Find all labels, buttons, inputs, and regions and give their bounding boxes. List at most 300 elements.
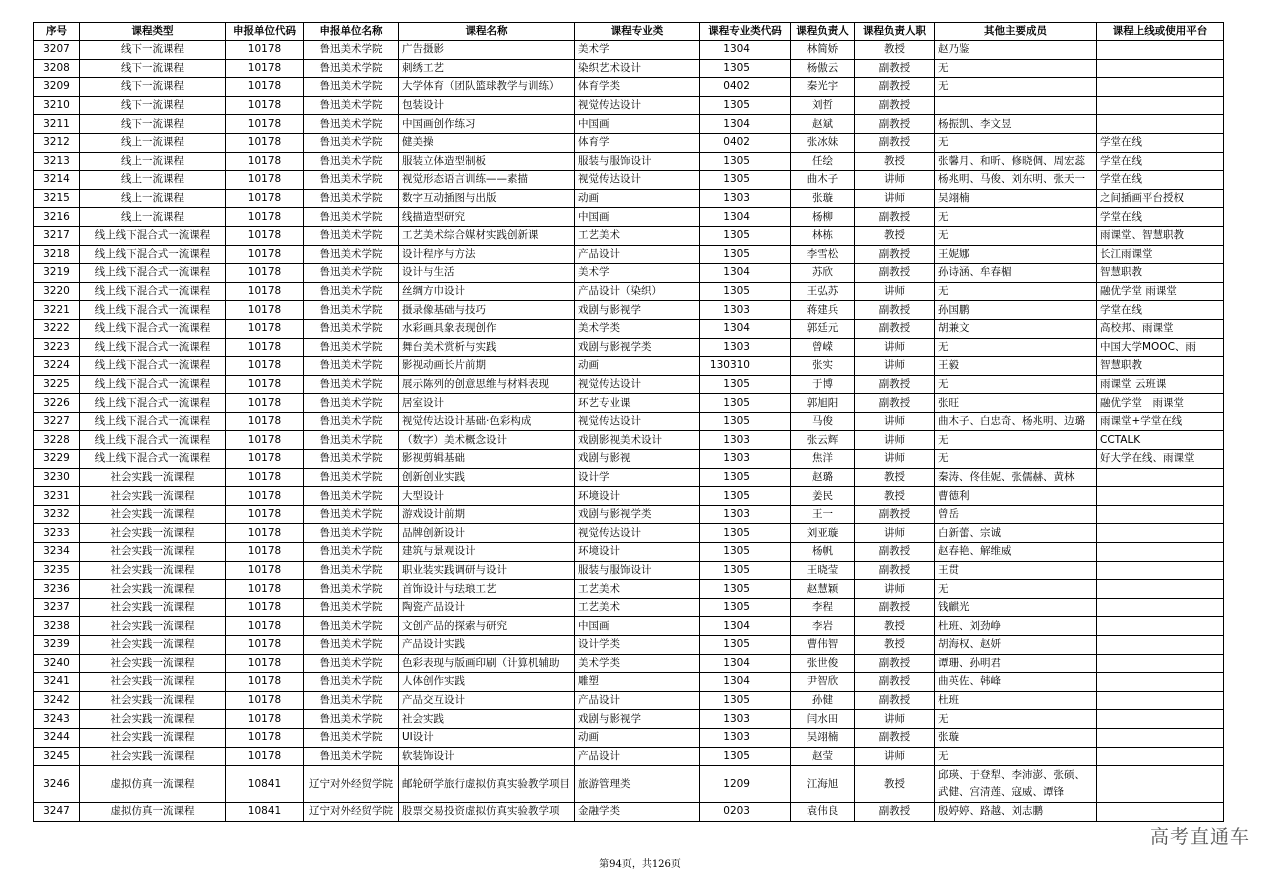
cell-platform: 学堂在线 [1097,133,1224,152]
cell-major-code: 1304 [700,41,791,60]
cell-major-code: 1305 [700,468,791,487]
table-row [34,226,1224,245]
cell-members: 谭珊、孙明君 [935,654,1097,673]
cell-leader-title: 副教授 [855,245,935,264]
cell-unit-code: 10178 [226,59,304,78]
header-unit-code: 申报单位代码 [226,23,304,41]
cell-members: 胡兼文 [935,319,1097,338]
cell-platform [1097,59,1224,78]
cell-major-class: 美术学 [575,264,700,283]
cell-platform: 智慧职教 [1097,264,1224,283]
cell-platform: 学堂在线 [1097,152,1224,171]
cell-leader: 尹智欣 [791,673,855,692]
cell-members: 王妮娜 [935,245,1097,264]
cell-unit-code: 10178 [226,412,304,431]
cell-course-name: 设计与生活 [399,264,575,283]
cell-major-class: 动画 [575,189,700,208]
cell-major-code: 130310 [700,357,791,376]
cell-unit-code: 10178 [226,468,304,487]
cell-major-code: 1304 [700,673,791,692]
cell-unit-name: 鲁迅美术学院 [304,728,399,747]
table-row [34,171,1224,190]
cell-course-name: 服装立体造型制板 [399,152,575,171]
cell-members: 孙诗涵、牟春楣 [935,264,1097,283]
cell-members: 曲木子、白忠奇、杨兆明、边璐 [935,412,1097,431]
cell-leader-title: 副教授 [855,59,935,78]
header-members: 其他主要成员 [935,23,1097,41]
cell-unit-name: 鲁迅美术学院 [304,487,399,506]
cell-unit-name: 鲁迅美术学院 [304,431,399,450]
cell-leader: 杨傲云 [791,59,855,78]
cell-index: 3210 [34,96,80,115]
cell-index: 3235 [34,561,80,580]
cell-leader-title: 副教授 [855,115,935,134]
cell-platform [1097,580,1224,599]
cell-index: 3242 [34,691,80,710]
cell-course-type: 社会实践一流课程 [80,636,226,655]
cell-major-class: 产品设计 [575,691,700,710]
cell-major-code: 1305 [700,152,791,171]
cell-index: 3231 [34,487,80,506]
cell-leader-title: 副教授 [855,803,935,822]
cell-platform [1097,468,1224,487]
table-row [34,747,1224,766]
cell-leader-title: 教授 [855,766,935,803]
cell-course-name: 邮轮研学旅行虚拟仿真实验教学项目 [399,766,575,803]
cell-course-name: 刺绣工艺 [399,59,575,78]
cell-index: 3246 [34,766,80,803]
cell-index: 3212 [34,133,80,152]
cell-major-class: 环境设计 [575,487,700,506]
cell-leader: 王晓莹 [791,561,855,580]
cell-unit-name: 鲁迅美术学院 [304,301,399,320]
cell-index: 3236 [34,580,80,599]
cell-members: 张璇 [935,728,1097,747]
cell-unit-name: 鲁迅美术学院 [304,710,399,729]
cell-leader: 闫水田 [791,710,855,729]
cell-major-code: 1304 [700,654,791,673]
cell-platform [1097,728,1224,747]
cell-major-code: 1303 [700,710,791,729]
cell-course-name: 大学体育（团队篮球教学与训练） [399,78,575,97]
cell-course-name: 产品交互设计 [399,691,575,710]
header-index: 序号 [34,23,80,41]
header-platform: 课程上线或使用平台 [1097,23,1224,41]
cell-leader-title: 教授 [855,468,935,487]
cell-course-name: 丝绸方巾设计 [399,282,575,301]
cell-course-name: 居室设计 [399,394,575,413]
cell-unit-code: 10178 [226,152,304,171]
cell-unit-name: 鲁迅美术学院 [304,450,399,469]
cell-index: 3227 [34,412,80,431]
cell-major-class: 戏剧与影视学 [575,710,700,729]
cell-unit-code: 10178 [226,133,304,152]
cell-platform [1097,803,1224,822]
cell-major-class: 雕塑 [575,673,700,692]
cell-course-name: 工艺美术综合媒材实践创新课 [399,226,575,245]
cell-members: 无 [935,710,1097,729]
cell-course-type: 线上线下混合式一流课程 [80,412,226,431]
cell-leader: 蒋建兵 [791,301,855,320]
cell-course-name: 首饰设计与珐琅工艺 [399,580,575,599]
cell-leader: 李程 [791,598,855,617]
cell-leader-title: 副教授 [855,505,935,524]
table-row [34,654,1224,673]
cell-major-class: 美术学 [575,41,700,60]
cell-course-name: 色彩表现与版画印刷（计算机辅助 [399,654,575,673]
cell-members: 张旺 [935,394,1097,413]
cell-leader-title: 讲师 [855,580,935,599]
cell-unit-name: 鲁迅美术学院 [304,691,399,710]
cell-leader-title: 副教授 [855,264,935,283]
cell-leader: 李雪松 [791,245,855,264]
cell-leader-title: 副教授 [855,133,935,152]
cell-course-name: 健美操 [399,133,575,152]
cell-course-name: 文创产品的探索与研究 [399,617,575,636]
table-row [34,505,1224,524]
cell-major-code: 1305 [700,96,791,115]
cell-unit-name: 鲁迅美术学院 [304,580,399,599]
cell-major-class: 视觉传达设计 [575,171,700,190]
cell-course-type: 社会实践一流课程 [80,561,226,580]
cell-leader: 张世俊 [791,654,855,673]
cell-course-type: 线上线下混合式一流课程 [80,394,226,413]
cell-platform: 融优学堂 雨课堂 [1097,394,1224,413]
cell-leader-title: 讲师 [855,524,935,543]
cell-unit-code: 10178 [226,598,304,617]
cell-leader: 马俊 [791,412,855,431]
cell-unit-code: 10178 [226,561,304,580]
cell-leader: 焦洋 [791,450,855,469]
cell-unit-name: 鲁迅美术学院 [304,505,399,524]
cell-unit-name: 鲁迅美术学院 [304,171,399,190]
cell-unit-name: 鲁迅美术学院 [304,543,399,562]
cell-major-code: 1305 [700,226,791,245]
cell-unit-name: 鲁迅美术学院 [304,561,399,580]
cell-major-class: 视觉传达设计 [575,524,700,543]
cell-unit-code: 10841 [226,766,304,803]
cell-course-name: 人体创作实践 [399,673,575,692]
cell-unit-name: 鲁迅美术学院 [304,133,399,152]
cell-course-type: 线上一流课程 [80,189,226,208]
cell-unit-code: 10178 [226,394,304,413]
cell-index: 3214 [34,171,80,190]
cell-leader: 曾嵘 [791,338,855,357]
cell-course-type: 线上线下混合式一流课程 [80,338,226,357]
cell-course-type: 社会实践一流课程 [80,543,226,562]
cell-platform: 学堂在线 [1097,301,1224,320]
cell-unit-name: 鲁迅美术学院 [304,524,399,543]
cell-course-type: 社会实践一流课程 [80,691,226,710]
cell-leader: 杨柳 [791,208,855,227]
course-table [33,22,1224,822]
cell-course-name: 软装饰设计 [399,747,575,766]
cell-unit-code: 10178 [226,710,304,729]
cell-course-type: 线上线下混合式一流课程 [80,245,226,264]
table-row [34,189,1224,208]
cell-unit-code: 10178 [226,617,304,636]
cell-unit-code: 10178 [226,189,304,208]
cell-platform: 长江雨课堂 [1097,245,1224,264]
table-row [34,264,1224,283]
cell-course-type: 线上线下混合式一流课程 [80,226,226,245]
cell-members: 白新蕾、宗诚 [935,524,1097,543]
cell-major-code: 1303 [700,338,791,357]
cell-index: 3209 [34,78,80,97]
cell-leader-title: 副教授 [855,375,935,394]
cell-unit-name: 鲁迅美术学院 [304,338,399,357]
table-row [34,691,1224,710]
cell-leader-title: 副教授 [855,691,935,710]
cell-major-code: 1303 [700,301,791,320]
cell-unit-name: 鲁迅美术学院 [304,282,399,301]
cell-unit-code: 10178 [226,357,304,376]
cell-index: 3245 [34,747,80,766]
cell-leader: 张璇 [791,189,855,208]
cell-platform: 雨课堂、智慧职教 [1097,226,1224,245]
cell-members: 吴翊楠 [935,189,1097,208]
cell-unit-name: 鲁迅美术学院 [304,78,399,97]
table-row [34,450,1224,469]
cell-leader: 赵莹 [791,747,855,766]
cell-major-code: 1209 [700,766,791,803]
cell-platform [1097,487,1224,506]
cell-major-code: 1305 [700,543,791,562]
cell-leader: 孙健 [791,691,855,710]
cell-leader-title: 副教授 [855,96,935,115]
cell-major-code: 1303 [700,728,791,747]
cell-platform [1097,654,1224,673]
cell-platform: 融优学堂 雨课堂 [1097,282,1224,301]
header-course-type: 课程类型 [80,23,226,41]
header-leader: 课程负责人 [791,23,855,41]
cell-members: 曹德利 [935,487,1097,506]
header-unit-name: 申报单位名称 [304,23,399,41]
cell-major-code: 1304 [700,319,791,338]
cell-members: 无 [935,431,1097,450]
cell-index: 3211 [34,115,80,134]
cell-leader-title: 讲师 [855,431,935,450]
table-row [34,598,1224,617]
cell-leader-title: 副教授 [855,208,935,227]
cell-major-class: 动画 [575,728,700,747]
cell-course-type: 虚拟仿真一流课程 [80,803,226,822]
cell-leader: 郭旭阳 [791,394,855,413]
cell-index: 3247 [34,803,80,822]
cell-leader-title: 讲师 [855,747,935,766]
cell-course-name: 股票交易投资虚拟仿真实验教学项 [399,803,575,822]
cell-course-type: 线下一流课程 [80,115,226,134]
table-row [34,338,1224,357]
cell-unit-code: 10178 [226,96,304,115]
cell-platform [1097,524,1224,543]
cell-unit-name: 鲁迅美术学院 [304,319,399,338]
cell-leader: 任绘 [791,152,855,171]
cell-members: 无 [935,226,1097,245]
cell-major-code: 1305 [700,245,791,264]
cell-members: 邱瑛、于登犁、李沛澎、张硕、武健、宫清莲、寇威、谭锋 [935,766,1097,803]
cell-course-name: 游戏设计前期 [399,505,575,524]
table-row [34,375,1224,394]
cell-major-code: 1305 [700,394,791,413]
cell-course-type: 社会实践一流课程 [80,598,226,617]
cell-index: 3234 [34,543,80,562]
cell-course-name: UI设计 [399,728,575,747]
cell-index: 3240 [34,654,80,673]
cell-course-type: 社会实践一流课程 [80,580,226,599]
cell-leader: 姜民 [791,487,855,506]
cell-index: 3237 [34,598,80,617]
cell-major-code: 1303 [700,189,791,208]
cell-index: 3228 [34,431,80,450]
table-row [34,803,1224,822]
cell-leader: 郭廷元 [791,319,855,338]
cell-leader-title: 教授 [855,636,935,655]
table-row [34,59,1224,78]
cell-course-name: 品牌创新设计 [399,524,575,543]
table-row [34,524,1224,543]
cell-major-class: 工艺美术 [575,580,700,599]
cell-unit-code: 10178 [226,171,304,190]
cell-course-name: 视觉传达设计基础·色彩构成 [399,412,575,431]
cell-platform [1097,543,1224,562]
cell-unit-name: 鲁迅美术学院 [304,59,399,78]
table-row [34,673,1224,692]
table-row [34,41,1224,60]
table-row [34,580,1224,599]
table-row [34,431,1224,450]
cell-course-name: 广告摄影 [399,41,575,60]
cell-platform [1097,96,1224,115]
cell-course-name: 影视动画长片前期 [399,357,575,376]
cell-major-class: 设计学类 [575,636,700,655]
cell-index: 3219 [34,264,80,283]
cell-unit-code: 10178 [226,375,304,394]
cell-leader-title: 讲师 [855,412,935,431]
cell-leader-title: 讲师 [855,189,935,208]
cell-index: 3224 [34,357,80,376]
cell-platform: 雨课堂 云班课 [1097,375,1224,394]
cell-leader: 杨帆 [791,543,855,562]
cell-platform: 智慧职教 [1097,357,1224,376]
cell-members: 无 [935,450,1097,469]
cell-index: 3216 [34,208,80,227]
cell-members: 杜班 [935,691,1097,710]
cell-leader-title: 副教授 [855,319,935,338]
cell-leader-title: 副教授 [855,728,935,747]
cell-major-code: 0402 [700,78,791,97]
cell-major-code: 1304 [700,264,791,283]
cell-leader: 于博 [791,375,855,394]
cell-leader: 赵慧颖 [791,580,855,599]
cell-major-class: 工艺美术 [575,598,700,617]
cell-unit-name: 鲁迅美术学院 [304,747,399,766]
cell-platform [1097,561,1224,580]
table-row [34,133,1224,152]
cell-leader: 袁伟良 [791,803,855,822]
cell-major-code: 1305 [700,561,791,580]
cell-major-code: 1305 [700,747,791,766]
cell-index: 3220 [34,282,80,301]
cell-unit-name: 鲁迅美术学院 [304,115,399,134]
cell-index: 3225 [34,375,80,394]
cell-major-code: 1304 [700,208,791,227]
cell-unit-code: 10178 [226,301,304,320]
cell-unit-code: 10178 [226,450,304,469]
table-row [34,301,1224,320]
cell-unit-code: 10178 [226,78,304,97]
cell-course-type: 线上一流课程 [80,133,226,152]
cell-major-class: 体育学类 [575,78,700,97]
cell-major-code: 1305 [700,282,791,301]
cell-platform [1097,710,1224,729]
cell-unit-name: 鲁迅美术学院 [304,245,399,264]
cell-unit-name: 鲁迅美术学院 [304,617,399,636]
cell-leader: 王弘苏 [791,282,855,301]
cell-platform [1097,691,1224,710]
cell-members: 胡海权、赵妍 [935,636,1097,655]
header-major-class: 课程专业类 [575,23,700,41]
cell-unit-code: 10178 [226,338,304,357]
cell-index: 3207 [34,41,80,60]
cell-major-class: 环艺专业课 [575,394,700,413]
cell-unit-code: 10841 [226,803,304,822]
cell-unit-code: 10178 [226,319,304,338]
cell-unit-code: 10178 [226,487,304,506]
cell-major-code: 1303 [700,450,791,469]
cell-major-code: 1303 [700,505,791,524]
cell-unit-name: 鲁迅美术学院 [304,41,399,60]
cell-major-class: 戏剧与影视学类 [575,338,700,357]
cell-leader: 曹伟智 [791,636,855,655]
cell-index: 3222 [34,319,80,338]
cell-leader: 赵璐 [791,468,855,487]
cell-unit-code: 10178 [226,543,304,562]
cell-course-type: 社会实践一流课程 [80,654,226,673]
cell-major-class: 戏剧与影视 [575,450,700,469]
cell-leader: 曲木子 [791,171,855,190]
cell-leader-title: 副教授 [855,543,935,562]
cell-course-type: 线下一流课程 [80,41,226,60]
cell-major-class: 服装与服饰设计 [575,561,700,580]
cell-leader-title: 副教授 [855,301,935,320]
cell-unit-name: 鲁迅美术学院 [304,654,399,673]
cell-leader: 赵斌 [791,115,855,134]
cell-course-type: 线下一流课程 [80,96,226,115]
cell-platform: 好大学在线、雨课堂 [1097,450,1224,469]
cell-course-type: 线上线下混合式一流课程 [80,375,226,394]
cell-unit-name: 鲁迅美术学院 [304,598,399,617]
cell-leader-title: 讲师 [855,338,935,357]
cell-major-class: 戏剧影视美术设计 [575,431,700,450]
cell-major-class: 视觉传达设计 [575,412,700,431]
table-row [34,728,1224,747]
cell-unit-code: 10178 [226,245,304,264]
cell-course-name: （数字）美术概念设计 [399,431,575,450]
cell-unit-code: 10178 [226,115,304,134]
cell-course-type: 线上线下混合式一流课程 [80,264,226,283]
cell-members: 殷婷婷、路越、刘志鹏 [935,803,1097,822]
cell-leader-title: 教授 [855,152,935,171]
table-row [34,468,1224,487]
cell-course-type: 线上一流课程 [80,171,226,190]
cell-index: 3221 [34,301,80,320]
cell-index: 3226 [34,394,80,413]
cell-leader-title: 教授 [855,41,935,60]
cell-members: 杜班、刘劲峥 [935,617,1097,636]
cell-index: 3230 [34,468,80,487]
cell-unit-code: 10178 [226,431,304,450]
